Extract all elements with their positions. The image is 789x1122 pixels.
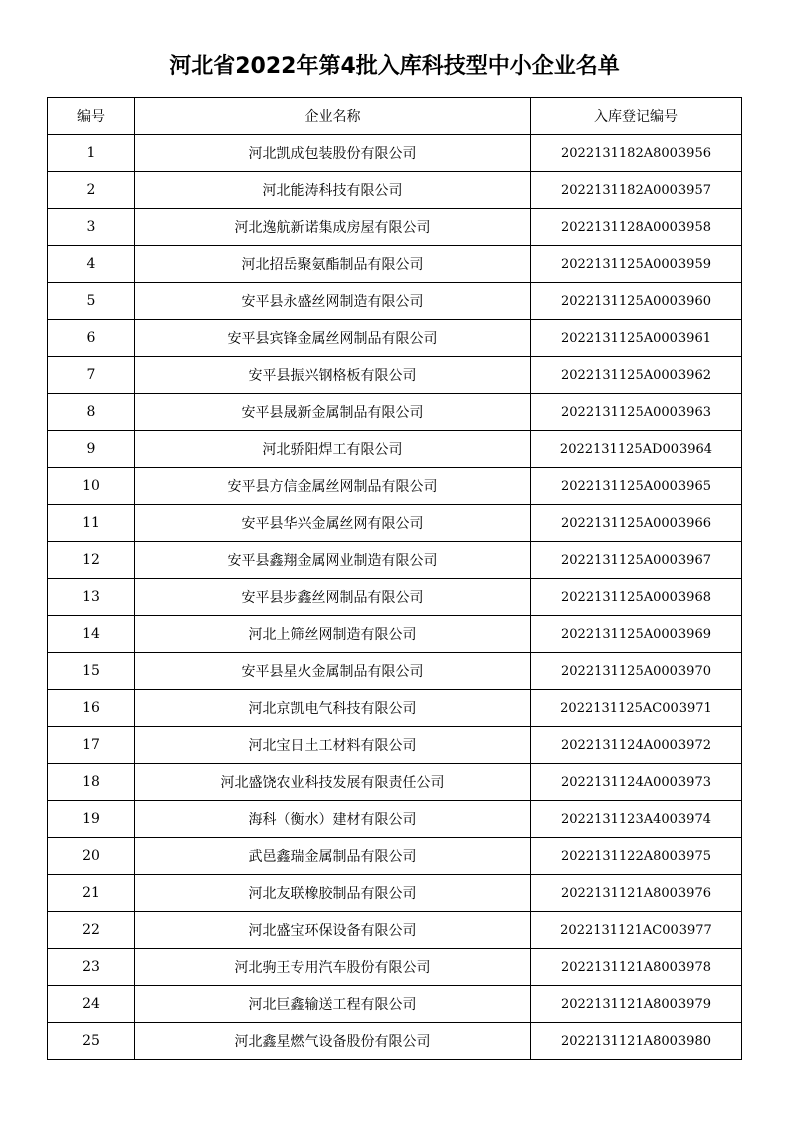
cell-registration-code: 2022131125A0003967 xyxy=(531,542,742,579)
cell-enterprise-name: 安平县星火金属制品有限公司 xyxy=(135,653,531,690)
table-row xyxy=(48,764,742,801)
cell-number: 20 xyxy=(48,838,135,875)
table-row xyxy=(48,949,742,986)
column-header-code: 入库登记编号 xyxy=(531,98,742,135)
cell-enterprise-name: 武邑鑫瑞金属制品有限公司 xyxy=(135,838,531,875)
cell-number: 19 xyxy=(48,801,135,838)
cell-registration-code: 2022131125A0003965 xyxy=(531,468,742,505)
column-header-name: 企业名称 xyxy=(135,98,531,135)
cell-registration-code: 2022131123A4003974 xyxy=(531,801,742,838)
cell-number: 1 xyxy=(48,135,135,172)
table-row xyxy=(48,357,742,394)
cell-number: 9 xyxy=(48,431,135,468)
cell-number: 10 xyxy=(48,468,135,505)
page-title: 河北省2022年第4批入库科技型中小企业名单 xyxy=(169,54,620,79)
cell-enterprise-name: 安平县晟新金属制品有限公司 xyxy=(135,394,531,431)
cell-registration-code: 2022131124A0003973 xyxy=(531,764,742,801)
cell-number: 25 xyxy=(48,1023,135,1060)
cell-number: 12 xyxy=(48,542,135,579)
cell-enterprise-name: 河北逸航新诺集成房屋有限公司 xyxy=(135,209,531,246)
table-header-row xyxy=(48,98,742,135)
table-row xyxy=(48,468,742,505)
cell-enterprise-name: 河北上筛丝网制造有限公司 xyxy=(135,616,531,653)
cell-enterprise-name: 安平县宾锋金属丝网制品有限公司 xyxy=(135,320,531,357)
cell-number: 15 xyxy=(48,653,135,690)
cell-registration-code: 2022131125A0003963 xyxy=(531,394,742,431)
cell-registration-code: 2022131125A0003970 xyxy=(531,653,742,690)
cell-enterprise-name: 海科（衡水）建材有限公司 xyxy=(135,801,531,838)
cell-number: 11 xyxy=(48,505,135,542)
cell-number: 16 xyxy=(48,690,135,727)
table-row xyxy=(48,283,742,320)
cell-enterprise-name: 河北鑫星燃气设备股份有限公司 xyxy=(135,1023,531,1060)
table-row xyxy=(48,542,742,579)
enterprise-table xyxy=(47,97,742,1060)
cell-registration-code: 2022131125A0003959 xyxy=(531,246,742,283)
table-row xyxy=(48,838,742,875)
cell-enterprise-name: 河北盛饶农业科技发展有限责任公司 xyxy=(135,764,531,801)
cell-enterprise-name: 河北驹王专用汽车股份有限公司 xyxy=(135,949,531,986)
table-row xyxy=(48,320,742,357)
cell-number: 13 xyxy=(48,579,135,616)
table-row xyxy=(48,727,742,764)
table-row xyxy=(48,875,742,912)
cell-enterprise-name: 安平县永盛丝网制造有限公司 xyxy=(135,283,531,320)
table-body xyxy=(48,135,742,1060)
cell-registration-code: 2022131182A8003956 xyxy=(531,135,742,172)
table-row xyxy=(48,431,742,468)
table-row xyxy=(48,505,742,542)
cell-number: 7 xyxy=(48,357,135,394)
cell-registration-code: 2022131125A0003962 xyxy=(531,357,742,394)
table-row xyxy=(48,801,742,838)
cell-number: 23 xyxy=(48,949,135,986)
cell-enterprise-name: 河北宝日土工材料有限公司 xyxy=(135,727,531,764)
table-row xyxy=(48,690,742,727)
cell-enterprise-name: 河北能涛科技有限公司 xyxy=(135,172,531,209)
cell-enterprise-name: 河北招岳聚氨酯制品有限公司 xyxy=(135,246,531,283)
cell-number: 24 xyxy=(48,986,135,1023)
table-row xyxy=(48,172,742,209)
table-row xyxy=(48,616,742,653)
cell-enterprise-name: 安平县步鑫丝网制品有限公司 xyxy=(135,579,531,616)
table-row xyxy=(48,394,742,431)
cell-registration-code: 2022131121A8003978 xyxy=(531,949,742,986)
table-row xyxy=(48,135,742,172)
cell-number: 22 xyxy=(48,912,135,949)
table-row xyxy=(48,246,742,283)
cell-number: 18 xyxy=(48,764,135,801)
cell-enterprise-name: 安平县华兴金属丝网有限公司 xyxy=(135,505,531,542)
cell-registration-code: 2022131121A8003980 xyxy=(531,1023,742,1060)
table-row xyxy=(48,912,742,949)
cell-enterprise-name: 河北巨鑫输送工程有限公司 xyxy=(135,986,531,1023)
cell-number: 8 xyxy=(48,394,135,431)
cell-number: 21 xyxy=(48,875,135,912)
table-row xyxy=(48,209,742,246)
cell-registration-code: 2022131125A0003961 xyxy=(531,320,742,357)
cell-registration-code: 2022131128A0003958 xyxy=(531,209,742,246)
cell-registration-code: 2022131125A0003966 xyxy=(531,505,742,542)
table-row xyxy=(48,653,742,690)
cell-number: 3 xyxy=(48,209,135,246)
cell-enterprise-name: 河北友联橡胶制品有限公司 xyxy=(135,875,531,912)
cell-number: 17 xyxy=(48,727,135,764)
cell-enterprise-name: 安平县鑫翔金属网业制造有限公司 xyxy=(135,542,531,579)
cell-registration-code: 2022131125AC003971 xyxy=(531,690,742,727)
cell-number: 14 xyxy=(48,616,135,653)
cell-registration-code: 2022131125A0003969 xyxy=(531,616,742,653)
cell-registration-code: 2022131182A0003957 xyxy=(531,172,742,209)
cell-registration-code: 2022131124A0003972 xyxy=(531,727,742,764)
cell-enterprise-name: 安平县振兴钢格板有限公司 xyxy=(135,357,531,394)
cell-registration-code: 2022131125A0003960 xyxy=(531,283,742,320)
cell-enterprise-name: 河北盛宝环保设备有限公司 xyxy=(135,912,531,949)
cell-registration-code: 2022131122A8003975 xyxy=(531,838,742,875)
cell-number: 6 xyxy=(48,320,135,357)
cell-registration-code: 2022131121A8003976 xyxy=(531,875,742,912)
cell-registration-code: 2022131121AC003977 xyxy=(531,912,742,949)
cell-registration-code: 2022131125A0003968 xyxy=(531,579,742,616)
table-row xyxy=(48,986,742,1023)
cell-number: 5 xyxy=(48,283,135,320)
cell-registration-code: 2022131125AD003964 xyxy=(531,431,742,468)
cell-enterprise-name: 河北骄阳焊工有限公司 xyxy=(135,431,531,468)
cell-registration-code: 2022131121A8003979 xyxy=(531,986,742,1023)
cell-number: 4 xyxy=(48,246,135,283)
cell-enterprise-name: 河北凯成包装股份有限公司 xyxy=(135,135,531,172)
cell-number: 2 xyxy=(48,172,135,209)
table-row xyxy=(48,1023,742,1060)
table-row xyxy=(48,579,742,616)
cell-enterprise-name: 河北京凯电气科技有限公司 xyxy=(135,690,531,727)
column-header-number: 编号 xyxy=(48,98,135,135)
cell-enterprise-name: 安平县方信金属丝网制品有限公司 xyxy=(135,468,531,505)
